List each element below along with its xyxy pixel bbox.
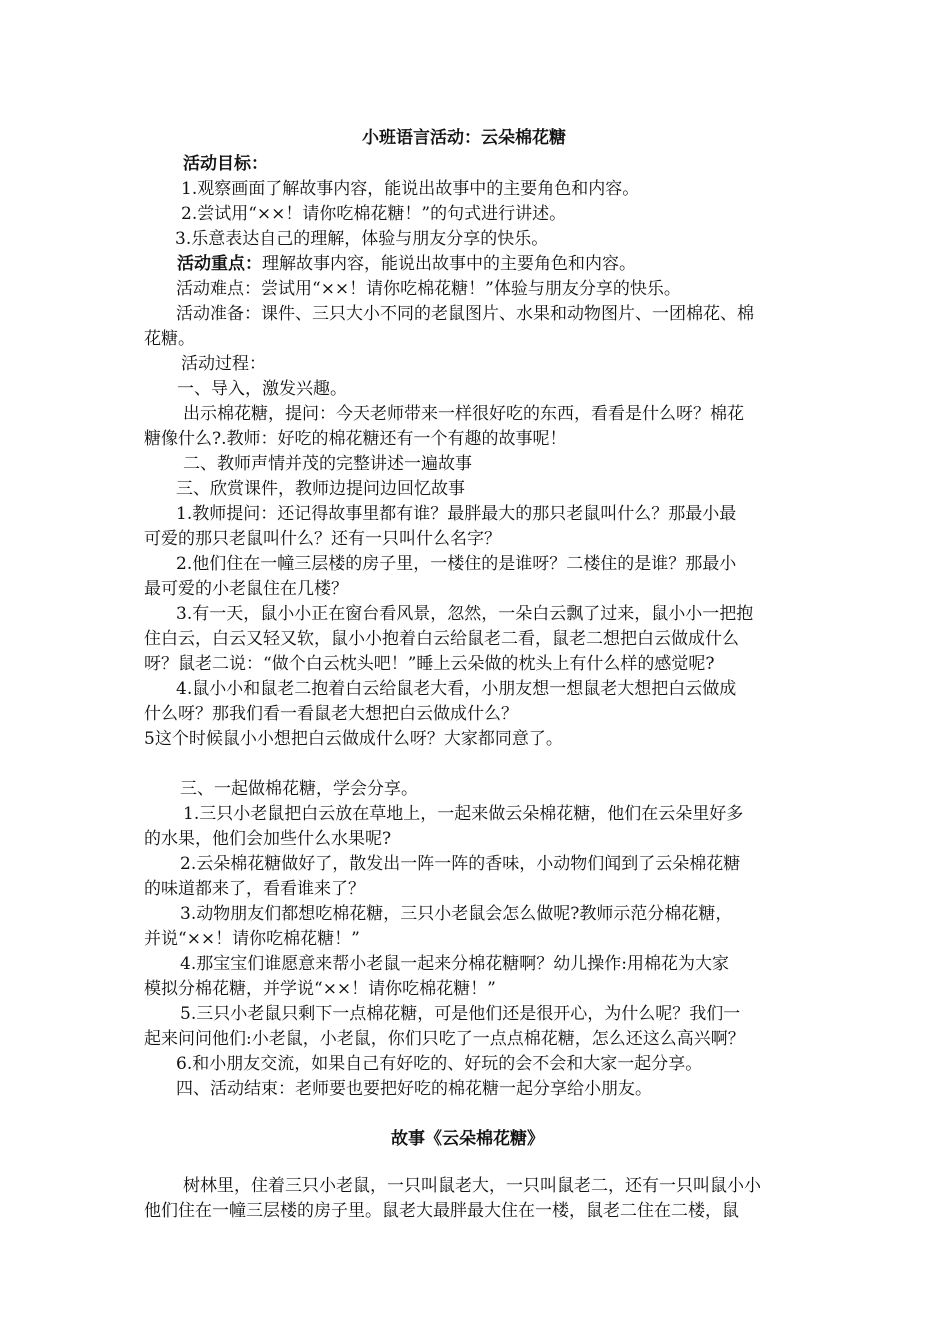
activity-line: 的水果，他们会加些什么水果呢? bbox=[144, 829, 392, 849]
story-title: 故事《云朵棉花糖》 bbox=[391, 1129, 544, 1149]
question-line: 3.有一天，鼠小小正在窗台看风景，忽然，一朵白云飘了过来，鼠小小一把抱 bbox=[176, 604, 754, 624]
key-point-text: 理解故事内容，能说出故事中的主要角色和内容。 bbox=[262, 254, 636, 274]
section-text: 出示棉花糖，提问：今天老师带来一样很好吃的东西，看看是什么呀？棉花 bbox=[183, 404, 744, 424]
process-heading: 活动过程： bbox=[181, 354, 266, 374]
activity-line: 的味道都来了，看看谁来了？ bbox=[144, 879, 365, 899]
question-line: 可爱的那只老鼠叫什么？还有一只叫什么名字？ bbox=[144, 529, 501, 549]
question-line: 2.他们住在一幢三层楼的房子里，一楼住的是谁呀？二楼住的是谁？那最小 bbox=[176, 554, 737, 574]
activity-line: 6.和小朋友交流，如果自己有好吃的、好玩的会不会和大家一起分享。 bbox=[176, 1054, 703, 1074]
question-line: 5这个时候鼠小小想把白云做成什么呀？大家都同意了。 bbox=[144, 729, 563, 749]
question-line: 呀？鼠老二说：“做个白云枕头吧！”睡上云朵做的枕头上有什么样的感觉呢? bbox=[144, 654, 715, 674]
question-line: 1.教师提问：还记得故事里都有谁？最胖最大的那只老鼠叫什么？那最小最 bbox=[176, 504, 737, 524]
preparation-line: 花糖。 bbox=[144, 329, 195, 349]
activity-line: 4.那宝宝们谁愿意来帮小老鼠一起来分棉花糖啊？幼儿操作:用棉花为大家 bbox=[180, 954, 729, 974]
section-text: 糖像什么?.教师：好吃的棉花糖还有一个有趣的故事呢！ bbox=[144, 429, 567, 449]
question-line: 什么呀？那我们看一看鼠老大想把白云做成什么？ bbox=[144, 704, 518, 724]
activity-line: 5.三只小老鼠只剩下一点棉花糖，可是他们还是很开心，为什么呢？我们一 bbox=[180, 1004, 741, 1024]
question-line: 住白云，白云又轻又软，鼠小小抱着白云给鼠老二看，鼠老二想把白云做成什么 bbox=[144, 629, 739, 649]
section-heading: 三、一起做棉花糖，学会分享。 bbox=[180, 779, 418, 799]
section-heading: 一、导入，激发兴趣。 bbox=[177, 379, 347, 399]
activity-line: 模拟分棉花糖，并学说“××！请你吃棉花糖！” bbox=[144, 979, 496, 999]
difficulty: 活动难点：尝试用“××！请你吃棉花糖！”体验与朋友分享的快乐。 bbox=[176, 279, 681, 299]
section-heading: 四、活动结束：老师要也要把好吃的棉花糖一起分享给小朋友。 bbox=[176, 1079, 652, 1099]
goal-item: 1.观察画面了解故事内容，能说出故事中的主要角色和内容。 bbox=[181, 179, 640, 199]
question-line: 4.鼠小小和鼠老二抱着白云给鼠老大看，小朋友想一想鼠老大想把白云做成 bbox=[176, 679, 737, 699]
key-point bbox=[177, 253, 636, 275]
section-heading: 二、教师声情并茂的完整讲述一遍故事 bbox=[183, 454, 472, 474]
activity-line: 3.动物朋友们都想吃棉花糖，三只小老鼠会怎么做呢?教师示范分棉花糖， bbox=[180, 904, 733, 924]
activity-line: 并说“××！请你吃棉花糖！” bbox=[144, 929, 360, 949]
activity-line: 起来问问他们:小老鼠，小老鼠，你们只吃了一点点棉花糖，怎么还这么高兴啊？ bbox=[144, 1029, 745, 1049]
goal-item: 3.乐意表达自己的理解，体验与朋友分享的快乐。 bbox=[175, 229, 549, 249]
document-title: 小班语言活动：云朵棉花糖 bbox=[362, 128, 566, 148]
goal-item: 2.尝试用“××！请你吃棉花糖！”的句式进行讲述。 bbox=[181, 204, 567, 224]
goals-heading: 活动目标： bbox=[183, 154, 268, 174]
question-line: 最可爱的小老鼠住在几楼？ bbox=[144, 579, 348, 599]
section-heading: 三、欣赏课件，教师边提问边回忆故事 bbox=[176, 479, 465, 499]
story-line: 他们住在一幢三层楼的房子里。鼠老大最胖最大住在一楼，鼠老二住在二楼，鼠 bbox=[144, 1201, 739, 1221]
key-point-label: 活动重点： bbox=[177, 254, 262, 274]
activity-line: 1.三只小老鼠把白云放在草地上，一起来做云朵棉花糖，他们在云朵里好多 bbox=[183, 804, 744, 824]
activity-line: 2.云朵棉花糖做好了，散发出一阵一阵的香味，小动物们闻到了云朵棉花糖 bbox=[180, 854, 741, 874]
preparation-line: 活动准备：课件、三只大小不同的老鼠图片、水果和动物图片、一团棉花、棉 bbox=[176, 304, 754, 324]
story-line: 树林里，住着三只小老鼠，一只叫鼠老大，一只叫鼠老二，还有一只叫鼠小小 bbox=[183, 1176, 761, 1196]
